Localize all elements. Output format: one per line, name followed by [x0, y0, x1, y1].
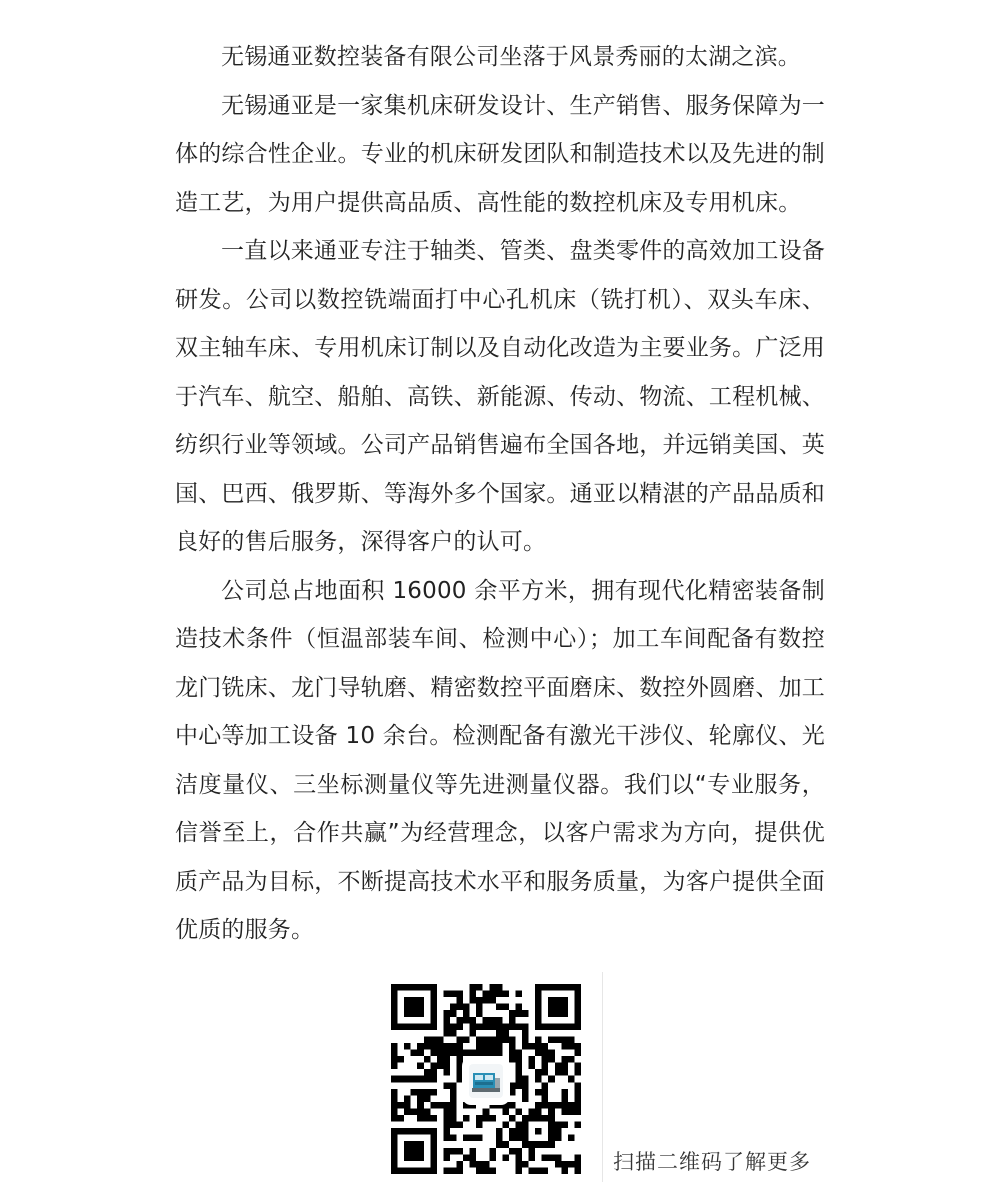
paragraph-intro: 无锡通亚数控装备有限公司坐落于风景秀丽的太湖之滨。 — [221, 44, 801, 70]
paragraph-business: 一直以来通亚专注于轴类、管类、盘类零件的高效加工设备研发。公司以数控铣端面打中心孔机床（铣打机）、双头车床、双主轴车床、专用机床订制以及自动化改造为主要业务。广泛用于汽车、航空、船舶、高铁、新能源、传动、物流、工程机械、纺织行业等领域。公司产品销售遍布全国各地，并远销美国、英国、巴西、俄罗斯、等海外多个国家。通亚以精湛的产品品质和良好的售后服务，深得客户的认可。 — [175, 238, 825, 555]
qr-caption: 扫描二维码了解更多 — [613, 1150, 811, 1174]
paragraph-company-profile: 无锡通亚是一家集机床研发设计、生产销售、服务保障为一体的综合性企业。专业的机床研发团队和制造技术以及先进的制造工艺，为用户提供高品质、高性能的数控机床及专用机床。 — [175, 92, 825, 216]
article-body — [175, 33, 825, 955]
machine-tool-logo-icon — [465, 1060, 507, 1102]
paragraph-facilities: 公司总占地面积 16000 余平方米，拥有现代化精密装备制造技术条件（恒温部装车间、检测中心）；加工车间配备有数控龙门铣床、龙门导轨磨、精密数控平面磨床、数控外圆磨、加工中心等加工设备 10 余台。检测配备有激光干涉仪、轮廓仪、光洁度量仪、三坐标测量仪等先进测量仪器。我们以“专业服务，信誉至上，合作共赢”为经营理念，以客户需求为方向，提供优质产品为目标，不断提高技术水平和服务质量，为客户提供全面优质的服务。 — [175, 577, 825, 943]
qr-code-block — [385, 978, 605, 1184]
